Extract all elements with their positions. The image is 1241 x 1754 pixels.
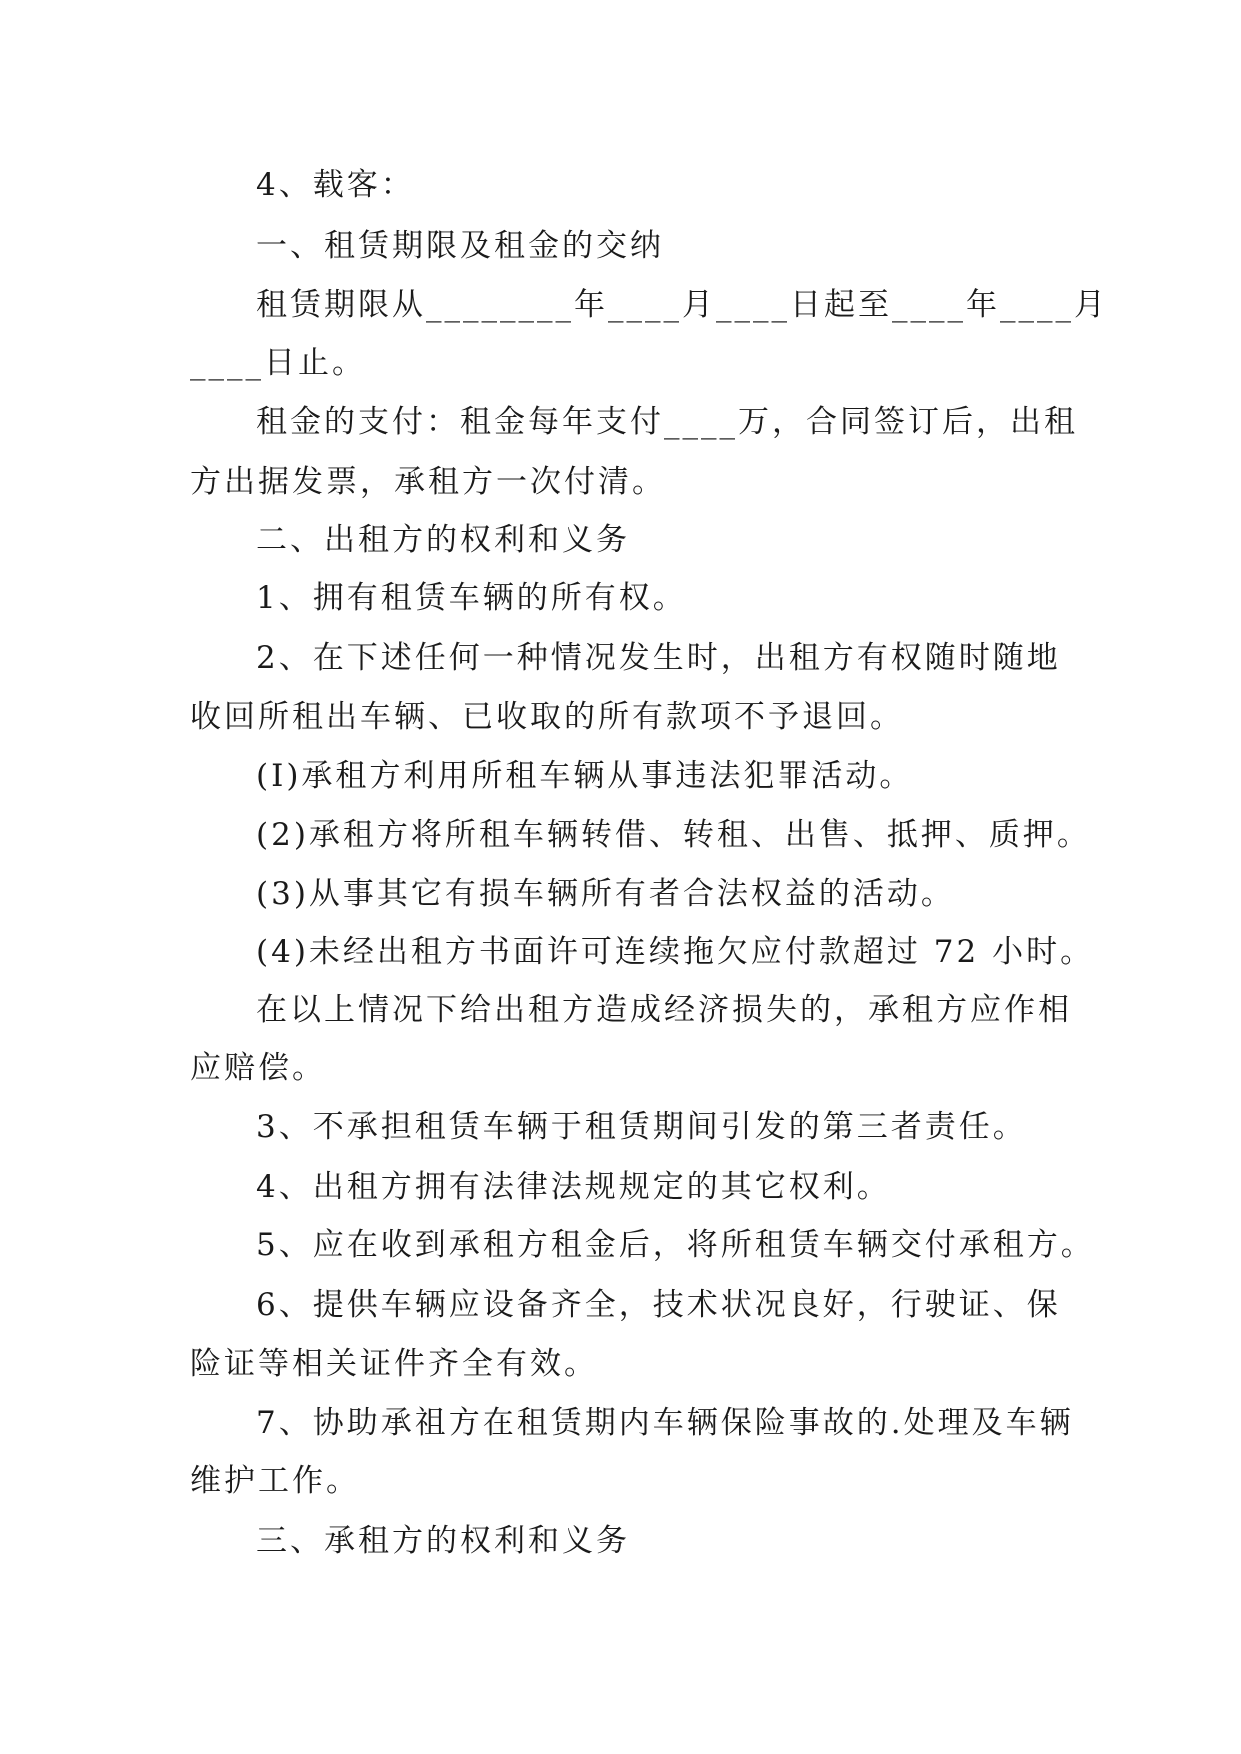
text-line: (I)承租方利用所租车辆从事违法犯罪活动。 <box>256 758 914 794</box>
text-line: 方出据发票，承租方一次付清。 <box>190 464 666 500</box>
text-line: (3)从事其它有损车辆所有者合法权益的活动。 <box>256 876 955 912</box>
text-line: 险证等相关证件齐全有效。 <box>190 1346 598 1382</box>
section-heading: 三、承租方的权利和义务 <box>256 1523 630 1559</box>
section-heading: 一、租赁期限及租金的交纳 <box>256 228 664 264</box>
text-line: 5、应在收到承租方租金后，将所租赁车辆交付承租方。 <box>256 1227 1095 1263</box>
text-line: 6、提供车辆应设备齐全，技术状况良好，行驶证、保 <box>256 1287 1061 1323</box>
text-line: 4、载客： <box>256 167 415 203</box>
text-line: 3、不承担租赁车辆于租赁期间引发的第三者责任。 <box>256 1109 1027 1145</box>
text-line: 租赁期限从________年____月____日起至____年____月 <box>256 287 1108 323</box>
text-line: 应赔偿。 <box>190 1050 326 1086</box>
text-line: ____日止。 <box>190 345 366 381</box>
text-line: 租金的支付：租金每年支付____万，合同签订后，出租 <box>256 404 1078 440</box>
text-line: (4)未经出租方书面许可连续拖欠应付款超过 72 小时。 <box>256 934 1095 970</box>
text-line: 2、在下述任何一种情况发生时，出租方有权随时随地 <box>256 640 1061 676</box>
section-heading: 二、出租方的权利和义务 <box>256 522 630 558</box>
text-line: 收回所租出车辆、已收取的所有款项不予退回。 <box>190 699 904 735</box>
text-line: 1、拥有租赁车辆的所有权。 <box>256 580 687 616</box>
text-line: 维护工作。 <box>190 1463 360 1499</box>
text-line: 7、协助承祖方在租赁期内车辆保险事故的.处理及车辆 <box>256 1405 1074 1441</box>
text-line: 在以上情况下给出租方造成经济损失的，承租方应作相 <box>256 992 1072 1028</box>
text-line: (2)承租方将所租车辆转借、转租、出售、抵押、质押。 <box>256 817 1091 853</box>
text-line: 4、出租方拥有法律法规规定的其它权利。 <box>256 1169 891 1205</box>
